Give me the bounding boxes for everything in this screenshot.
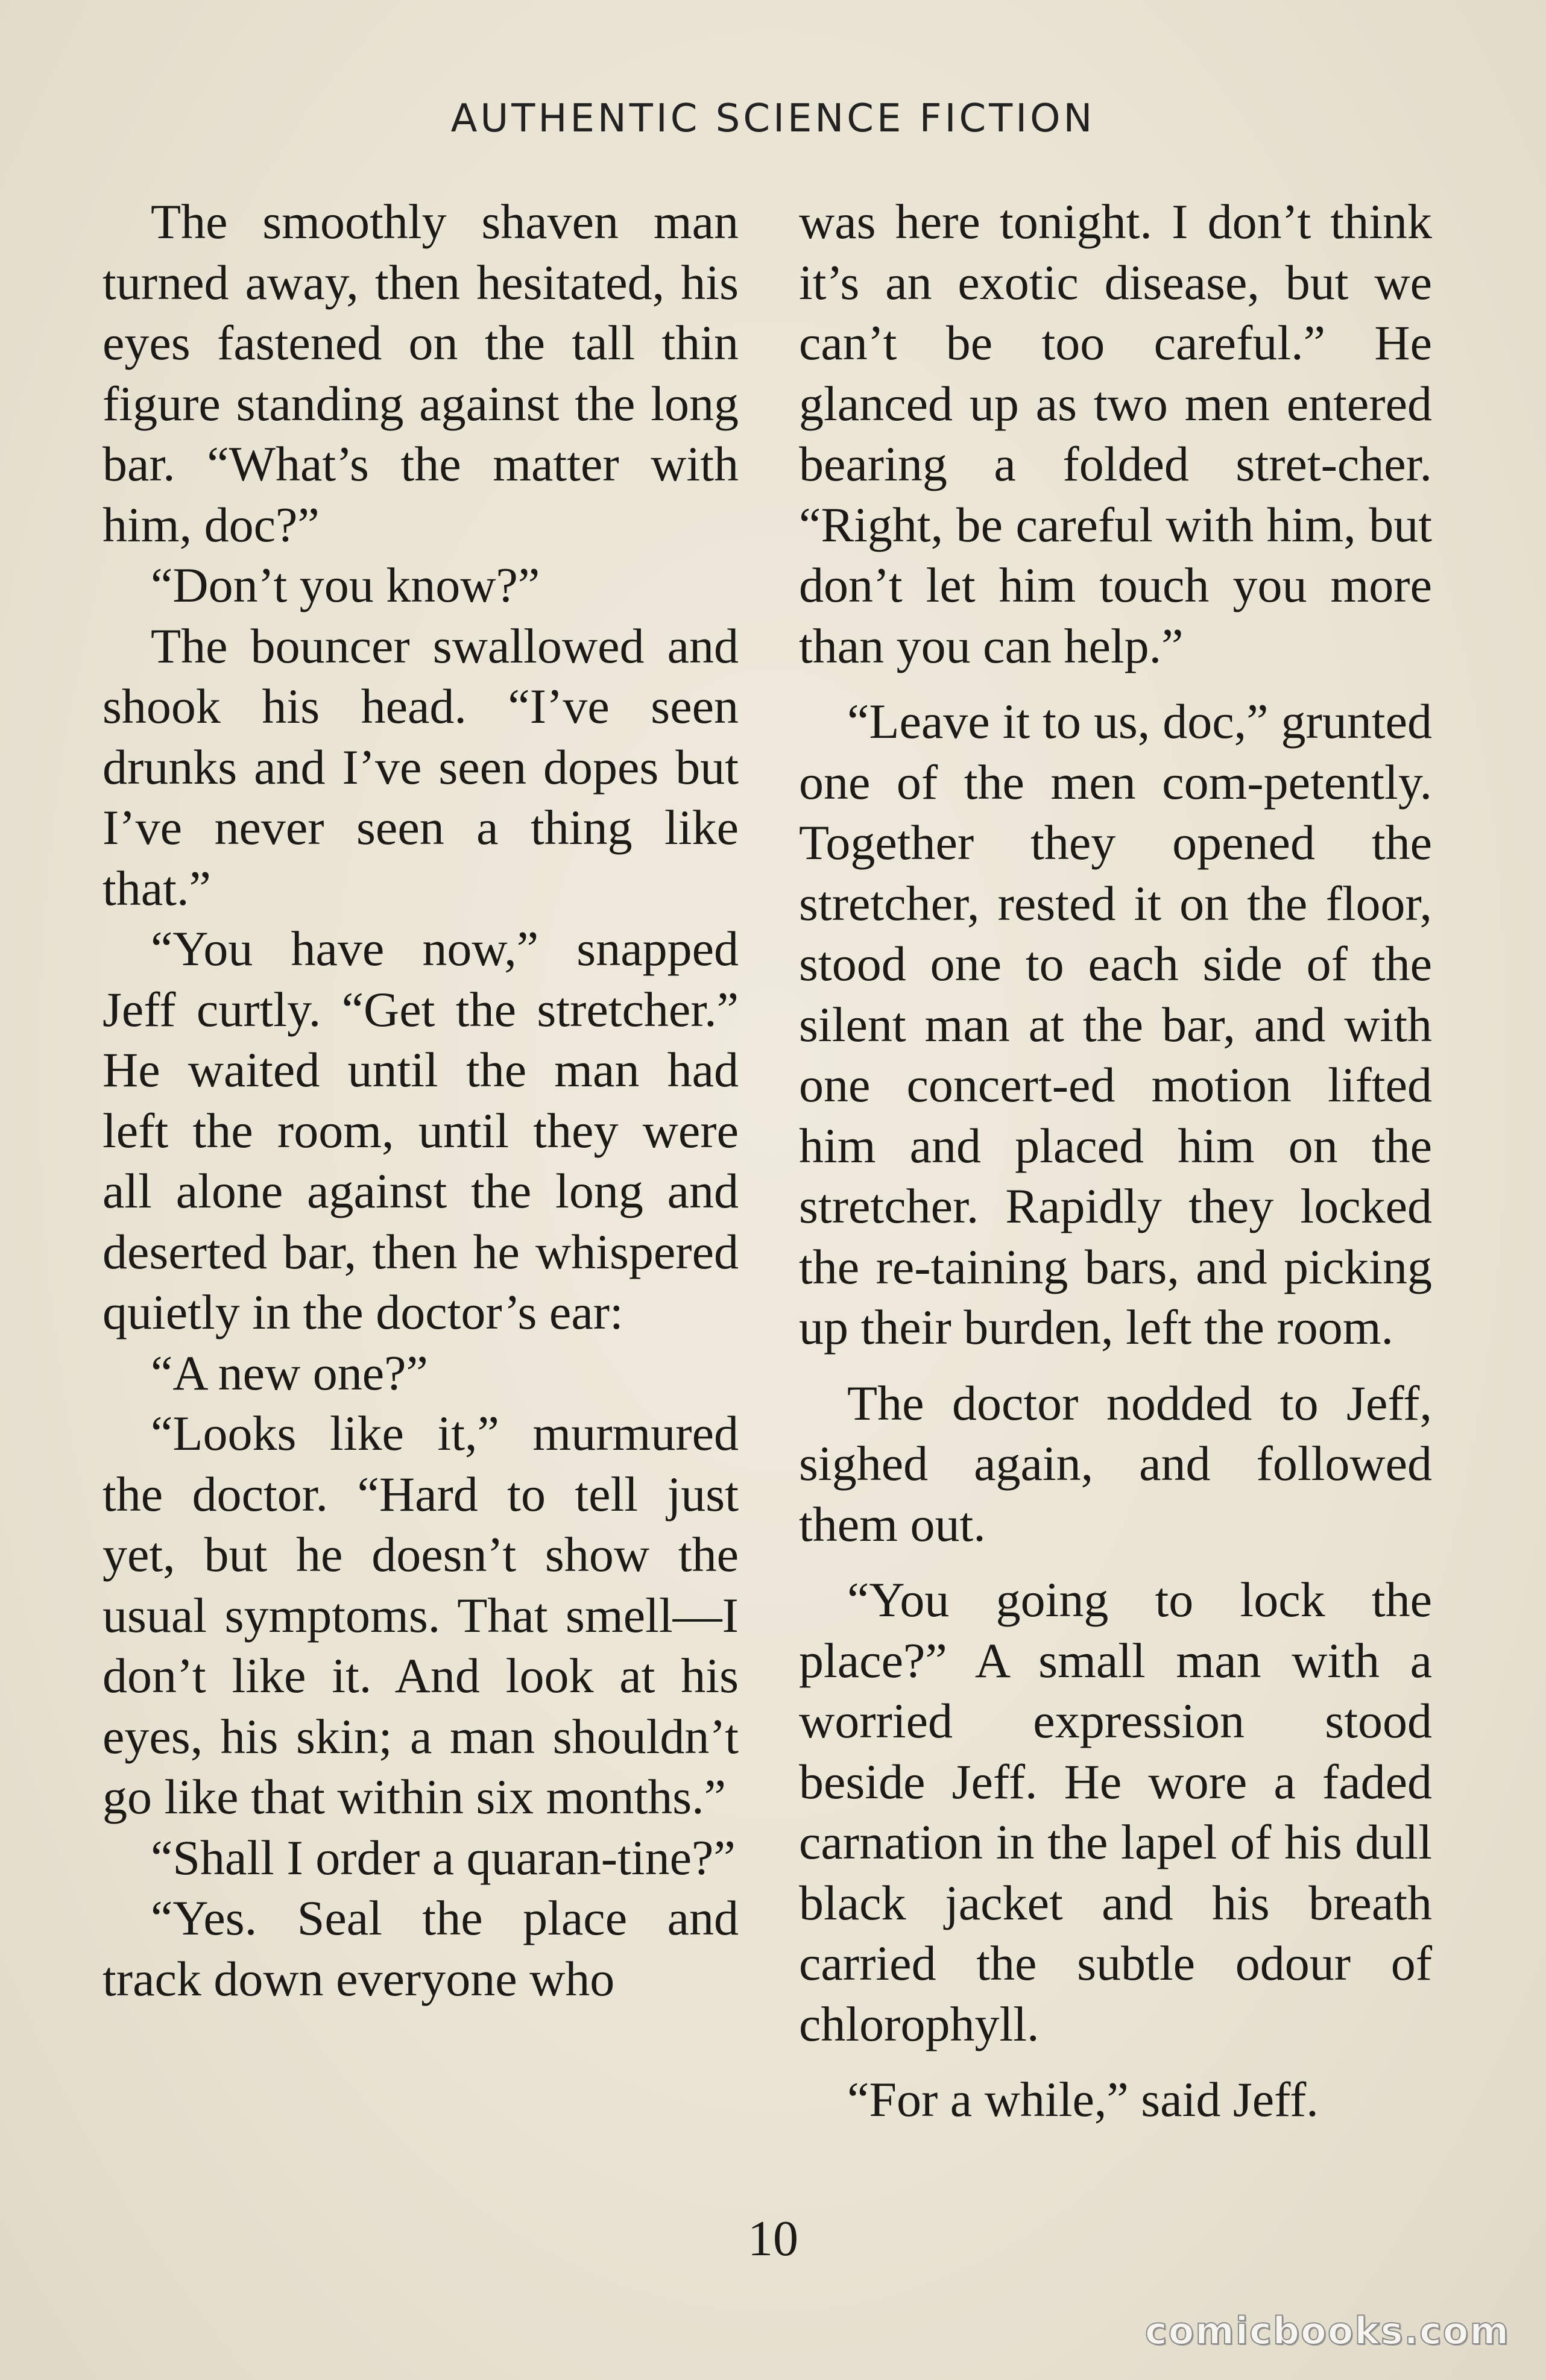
paragraph: “You have now,” snapped Jeff curtly. “Get the stretcher.” He waited until the man had left the room, until they were all alone against the long and deserted bar, then he whispered quietly in the doctor’s ear: xyxy=(103,921,739,1340)
paragraph: The doctor nodded to Jeff, sighed again, and followed them out. xyxy=(799,1375,1432,1552)
paragraph: “Leave it to us, doc,” grunted one of the men com-petently. Together they opened the stretcher, rested it on the floor, stood one to each side of the silent man at the bar, and with one concert-ed motion lifted him and placed him on the stretcher. Rapidly they locked the re-taining bars, and picking up their burden, left the room. xyxy=(799,694,1432,1355)
paragraph: “Shall I order a quaran-tine?” xyxy=(151,1830,736,1885)
paragraph: “You going to lock the place?” A small man with a worried expression stood beside Jeff. He wore a faded carnation in the lapel of his dull black jacket and his breath carried the subtle odour of chlorophyll. xyxy=(799,1572,1432,2051)
paragraph: “Yes. Seal the place and track down everyone who xyxy=(103,1890,739,2006)
paragraph: “Don’t you know?” xyxy=(151,558,540,612)
running-title: AUTHENTIC SCIENCE FICTION xyxy=(450,96,1096,141)
paragraph: “A new one?” xyxy=(151,1345,428,1400)
paragraph: was here tonight. I don’t think it’s an exotic disease, but we can’t be too careful.” He glanced up as two men entered bearing a folded stret-cher. “Right, be careful with him, but don’t let him touch you more than you can help.” xyxy=(799,194,1432,673)
paragraph: The bouncer swallowed and shook his head. “I’ve seen drunks and I’ve seen dopes but I’ve never seen a thing like that.” xyxy=(103,618,739,916)
right-column xyxy=(799,192,1432,2145)
paragraph: “For a while,” said Jeff. xyxy=(847,2072,1319,2127)
paragraph: “Looks like it,” murmured the doctor. “Hard to tell just yet, but he doesn’t show the usual symptoms. That smell—I don’t like it. And look at his eyes, his skin; a man shouldn’t go like that within six months.” xyxy=(103,1406,739,1824)
page-number: 10 xyxy=(748,2211,798,2267)
watermark: comicbooks.com xyxy=(1144,2309,1510,2353)
left-column xyxy=(103,192,739,2009)
paragraph: The smoothly shaven man turned away, then hesitated, his eyes fastened on the tall thin figure standing against the long bar. “What’s the matter with him, doc?” xyxy=(103,194,739,552)
